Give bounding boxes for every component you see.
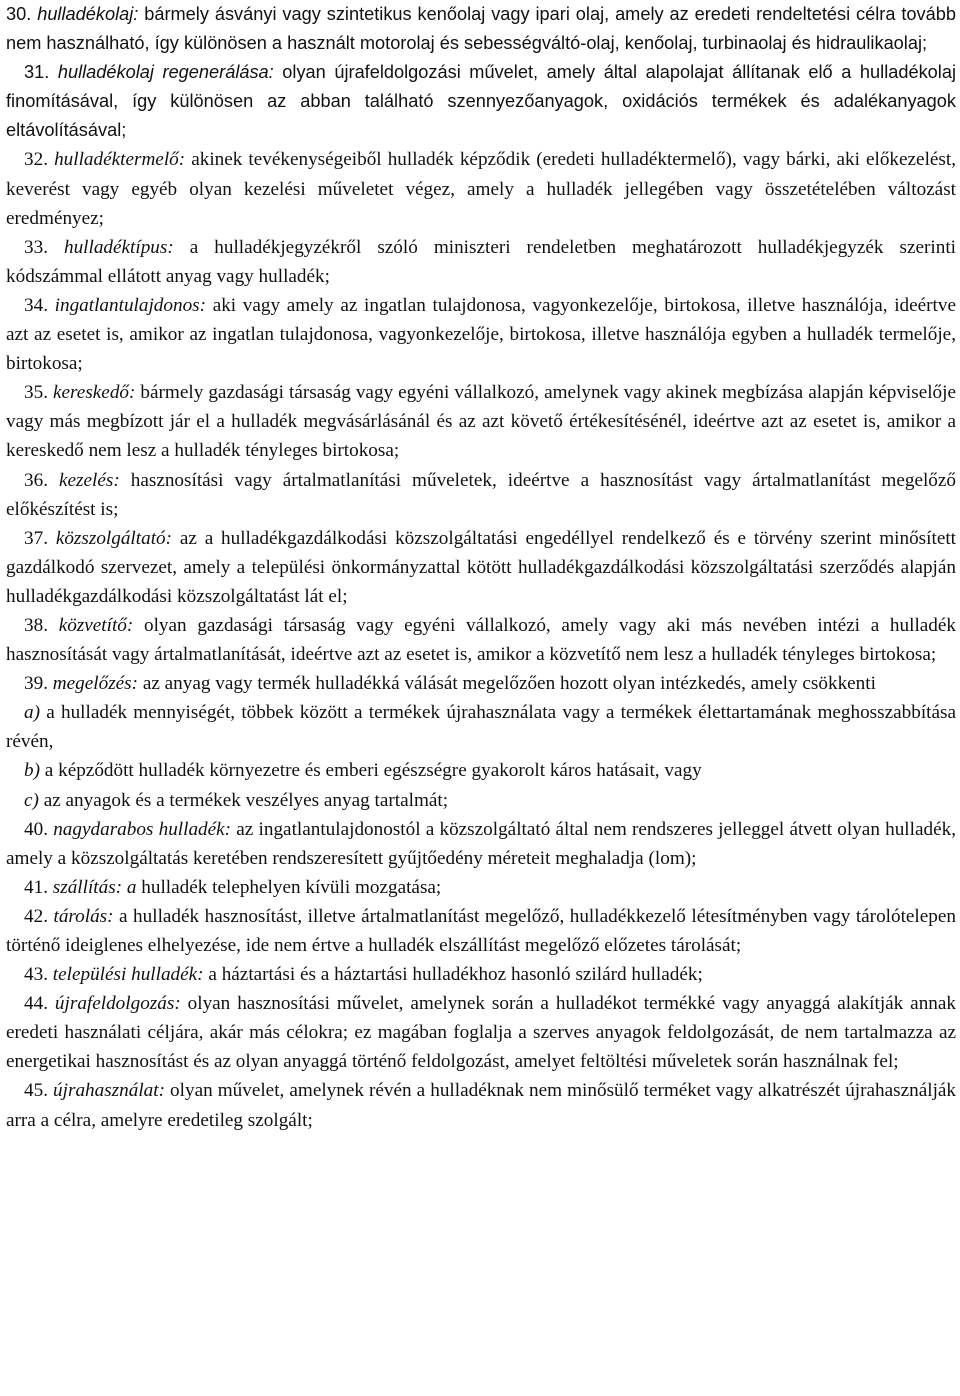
sub-item-a [6, 698, 956, 756]
definition-term: szállítás: a [52, 876, 137, 898]
definition-text: bármely gazdasági társaság vagy egyéni vállalkozó, amelynek vagy akinek megbízása alapján képviselője vagy más megbízott jár el a hulladék megvásárlásánál és az azt követő értékesítésénél, ideértve azt az esetet is, amikor a kereskedő nem lesz a hulladék tényleges birtokosa; [6, 382, 957, 462]
definition-text: az a hulladékgazdálkodási közszolgáltatási engedéllyel rendelkező és e törvény szerint minősített gazdálkodó szervezet, amely a települési önkormányzattal kötött hulladékgazdálkodási közszolgáltatási szerződés alapján hulladékgazdálkodási közszolgáltatást lát el; [6, 527, 956, 607]
definition-text: bármely ásványi vagy szintetikus kenőolaj vagy ipari olaj, amely az eredeti rendeltetési célra tovább nem használható, így különösen a használt motorolaj és sebességváltó-olaj, kenőolaj, turbinaolaj és hidraulikaolaj; [6, 4, 956, 54]
definition-40 [6, 815, 956, 873]
definition-45 [6, 1076, 956, 1134]
definition-number: 41. [24, 876, 48, 898]
definition-number: 45. [24, 1080, 48, 1102]
definition-number: 43. [24, 964, 48, 986]
definition-38 [6, 611, 956, 669]
definition-term: újrahasználat: [53, 1080, 165, 1102]
definition-number: 34. [24, 294, 48, 316]
definition-text: az anyag vagy termék hulladékká válását megelőzően hozott olyan intézkedés, amely csökkenti [138, 673, 876, 695]
definition-term: újrafeldolgozás: [54, 993, 181, 1015]
definition-text: olyan újrafeldolgozási művelet, amely által alapolajat állítanak elő a hulladékolaj finomításával, így különösen az abban található szennyezőanyagok, oxidációs termékek és adalékanyagok eltávolításával; [6, 62, 956, 141]
definition-term: kezelés: [59, 469, 120, 491]
definition-text: hasznosítási vagy ártalmatlanítási műveletek, ideértve a hasznosítást vagy ártalmatlanítást megelőző előkészítést is; [6, 469, 956, 520]
sub-item-text: a képződött hulladék környezetre és emberi egészségre gyakorolt káros hatásait, vagy [39, 760, 702, 782]
definition-term: megelőzés: [52, 673, 139, 695]
definition-number: 44. [24, 993, 48, 1015]
definition-32 [6, 145, 956, 232]
definition-text: akinek tevékenységeiből hulladék képződik (eredeti hulladéktermelő), vagy bárki, aki előkezelést, keverést vagy egyéb olyan kezelési műveletet végez, amely a hulladék jellegében vagy összetételében változást eredményez; [6, 149, 957, 229]
definition-term: hulladékolaj: [37, 4, 139, 24]
definition-text: a hulladékjegyzékről szóló miniszteri rendeletben meghatározott hulladékjegyzék szerinti kódszámmal ellátott anyag vagy hulladék; [6, 236, 956, 287]
definition-43 [6, 960, 956, 989]
definition-term: hulladéktípus: [63, 236, 174, 258]
definition-text: hulladék telephelyen kívüli mozgatása; [136, 876, 442, 898]
definition-text: a háztartási és a háztartási hulladékhoz hasonló szilárd hulladék; [203, 964, 703, 986]
definition-term: ingatlantulajdonos: [54, 294, 207, 316]
definition-term: közszolgáltató: [55, 527, 173, 549]
definition-text: a hulladék hasznosítást, illetve ártalmatlanítást megelőző, hulladékkezelő létesítményben vagy tárolótelepen történő ideiglenes elhelyezése, ide nem értve a hulladék elszállítást megelőző előzetes tárolását; [6, 905, 956, 956]
definition-42 [6, 902, 956, 960]
definition-36 [6, 466, 956, 524]
definition-term: hulladéktermelő: [54, 149, 186, 171]
definition-text: olyan hasznosítási művelet, amelynek során a hulladékot termékké vagy anyaggá alakítják annak eredeti használati céljára, akár más célokra; ez magában foglalja a szerves anyagok feldolgozását, de nem tartalmazza az energetikai hasznosítást és az olyan anyaggá történő feldolgozást, amelyet feltöltési műveletek során használnak fel; [6, 993, 957, 1073]
sub-item-c [6, 786, 956, 815]
definition-34 [6, 291, 956, 378]
definition-37 [6, 524, 956, 611]
sub-item-letter: c) [24, 789, 39, 811]
definition-term: tárolás: [53, 905, 114, 927]
definition-number: 39. [24, 673, 48, 695]
definition-30 [6, 0, 956, 58]
definition-number: 42. [24, 905, 48, 927]
definition-44 [6, 989, 956, 1076]
definition-text: az ingatlantulajdonostól a közszolgáltató által nem rendszeres jelleggel átvett olyan hulladék, amely a közszolgáltatás keretében rendszeresített gyűjtőedény méreteit meghaladja (lom); [6, 818, 956, 869]
definition-31 [6, 58, 956, 145]
definition-41 [6, 873, 956, 902]
sub-item-letter: a) [24, 702, 40, 724]
definition-35 [6, 378, 956, 465]
definition-term: nagydarabos hulladék: [53, 818, 232, 840]
definition-number: 31. [24, 62, 50, 83]
definition-number: 37. [24, 527, 48, 549]
definition-number: 33. [24, 236, 48, 258]
definition-text: olyan gazdasági társaság vagy egyéni vállalkozó, amely vagy aki más nevében intézi a hulladék hasznosítását vagy ártalmatlanítását, ideértve azt az esetet is, amikor a közvetítő nem lesz a hulladék tényleges birtokosa; [6, 614, 956, 666]
definition-number: 35. [24, 382, 48, 404]
definition-33 [6, 233, 956, 291]
definition-number: 32. [24, 149, 48, 171]
definition-number: 38. [24, 614, 48, 636]
definition-term: közvetítő: [58, 614, 134, 636]
definition-term: kereskedő: [53, 382, 136, 404]
document-page [6, 0, 956, 1135]
sub-item-letter: b) [24, 760, 40, 782]
definition-term: hulladékolaj regenerálása: [57, 62, 274, 83]
definition-number: 30. [6, 4, 32, 24]
definition-text: olyan művelet, amelynek révén a hulladéknak nem minősülő terméket vagy alkatrészét újrahasználják arra a célra, amelyre eredetileg szolgált; [6, 1080, 957, 1131]
definition-term: települési hulladék: [52, 964, 204, 986]
sub-item-text: az anyagok és a termékek veszélyes anyag tartalmát; [38, 789, 449, 811]
sub-item-b [6, 756, 956, 785]
sub-item-text: a hulladék mennyiségét, többek között a termékek újrahasználata vagy a termékek élettartamának meghosszabbítása révén, [6, 702, 956, 753]
definition-39 [6, 669, 956, 698]
definition-text: aki vagy amely az ingatlan tulajdonosa, vagyonkezelője, birtokosa, illetve használója, ideértve azt az esetet is, amikor az ingatlan tulajdonosa, vagyonkezelője, birtokosa, illetve használója egyben a hulladék termelője, birtokosa; [6, 294, 956, 375]
definition-number: 40. [24, 818, 48, 840]
definition-number: 36. [24, 469, 48, 491]
